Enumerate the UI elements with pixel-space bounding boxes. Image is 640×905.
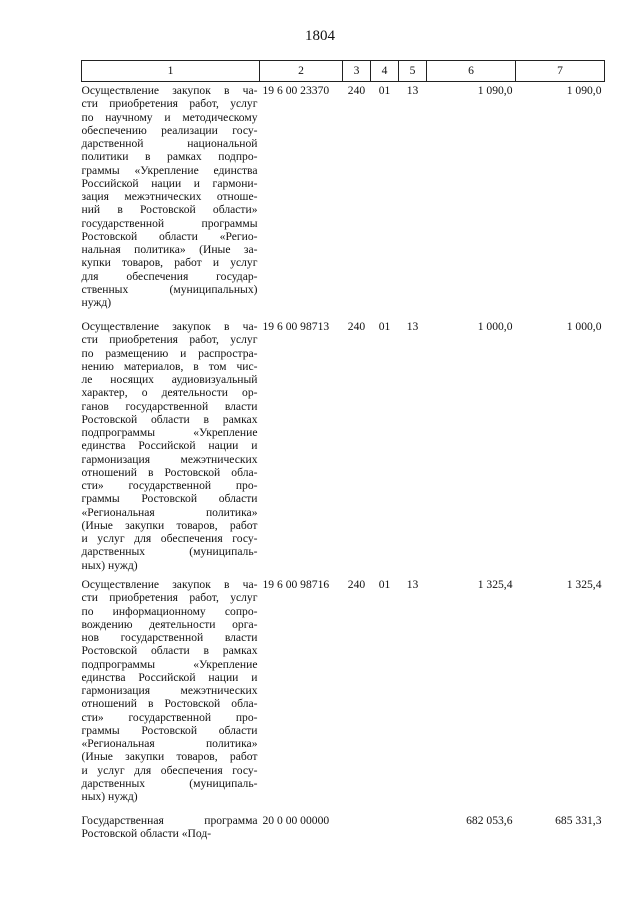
table-header-row [82, 61, 605, 82]
description-line: Осуществление закупок в ча- [81, 320, 258, 333]
column-header-6: 6 [427, 61, 516, 82]
description-line: сти приобретения работ, услуг [81, 97, 258, 111]
description-line: нению материалов, в том чис- [81, 359, 258, 373]
row-amount-6: 1 000,0 [477, 320, 513, 333]
description-line: вождению деятельности орга- [81, 617, 258, 631]
row-section [371, 814, 399, 854]
row-target-code: 19 6 00 98713 [262, 320, 330, 333]
description-line: характер, о деятельности ор- [81, 386, 258, 400]
description-line: Государственная программа [81, 814, 258, 827]
row-subsection: 13 [406, 578, 419, 591]
column-header-3: 3 [343, 61, 371, 82]
row-amount-7: 1 325,4 [566, 578, 602, 591]
description-line: (Иные закупки товаров, работ [81, 518, 258, 532]
description-line: единства Российской нации и [81, 439, 258, 453]
description-line: сти приобретения работ, услуг [81, 333, 258, 347]
column-header-1: 1 [82, 61, 260, 82]
column-header-4: 4 [371, 61, 399, 82]
row-expense-type: 240 [347, 84, 366, 97]
row-description [82, 320, 260, 578]
row-amount-7: 1 000,0 [566, 320, 602, 333]
description-line: дарственных (муниципаль- [81, 776, 258, 790]
column-header-7: 7 [516, 61, 605, 82]
description-line: купки товаров, работ и услуг [81, 256, 258, 270]
description-line: ганов государственной власти [81, 399, 258, 413]
description-line: «Региональная политика» [81, 505, 258, 519]
row-description [82, 814, 260, 854]
description-line: Ростовской области «Регио- [81, 229, 258, 243]
row-amount-6: 1 325,4 [477, 578, 513, 591]
description-line: дарственной национальной [81, 137, 258, 150]
description-line: и услуг для обеспечения госу- [81, 763, 258, 777]
row-subsection: 13 [406, 84, 419, 97]
row-section: 01 [378, 320, 391, 333]
table-row [82, 814, 605, 854]
description-line: Ростовской области в рамках [81, 644, 258, 658]
description-line: сти приобретения работ, услуг [81, 591, 258, 605]
description-line: Осуществление закупок в ча- [81, 578, 258, 591]
description-line: (Иные закупки товаров, работ [81, 750, 258, 764]
description-line: граммы Ростовской области [81, 723, 258, 737]
description-line: государственной программы [81, 216, 258, 230]
description-line: «Региональная политика» [81, 737, 258, 750]
description-line: ле носящих аудиовизуальный [81, 373, 258, 386]
description-line: граммы Ростовской области [81, 492, 258, 506]
row-description [82, 578, 260, 814]
description-line: нальная политика» (Иные за- [81, 243, 258, 256]
description-line: сти» государственной про- [81, 710, 258, 724]
row-expense-type: 240 [347, 578, 366, 591]
row-amount-6: 682 053,6 [466, 814, 513, 827]
description-line: дарственных (муниципаль- [81, 545, 258, 559]
row-expense-type: 240 [347, 320, 366, 333]
description-line: гармонизация межэтнических [81, 684, 258, 697]
description-line: нужд) [81, 296, 112, 309]
description-line: отношений в Ростовской обла- [81, 465, 258, 479]
description-line: ных) нужд) [81, 558, 138, 572]
row-expense-type [343, 814, 371, 854]
description-line: обеспечению реализации госу- [81, 123, 258, 137]
row-amount-7: 685 331,3 [555, 814, 602, 827]
description-line: нов государственной власти [81, 631, 258, 644]
row-amount-6: 1 090,0 [477, 84, 513, 97]
description-line: отношений в Ростовской обла- [81, 697, 258, 711]
row-subsection [399, 814, 427, 854]
description-line: сти» государственной про- [81, 479, 258, 492]
description-line: граммы «Укрепление единства [81, 163, 258, 177]
description-line: по информационному сопро- [81, 604, 258, 618]
description-line: по научному и методическому [81, 110, 258, 124]
description-line: Ростовской области в рамках [81, 412, 258, 426]
description-line: ний в Ростовской области» [81, 203, 258, 217]
row-target-code: 19 6 00 23370 [262, 84, 330, 97]
description-line: Российской нации и гармони- [81, 176, 258, 190]
description-line: подпрограммы «Укрепление [81, 426, 258, 439]
page-number: 1804 [305, 28, 335, 44]
row-amount-7: 1 090,0 [566, 84, 602, 97]
column-header-5: 5 [399, 61, 427, 82]
description-line: по размещению и распростра- [81, 346, 258, 360]
description-line: для обеспечения государ- [81, 269, 258, 283]
description-line: Осуществление закупок в ча- [81, 84, 258, 97]
description-line: политики в рамках подпро- [81, 150, 258, 164]
description-line: гармонизация межэтнических [81, 452, 258, 466]
row-section: 01 [378, 578, 391, 591]
row-target-code: 19 6 00 98716 [262, 578, 330, 591]
row-description [82, 82, 260, 321]
row-section: 01 [378, 84, 391, 97]
description-line: единства Российской нации и [81, 670, 258, 684]
description-line: зация межэтнических отноше- [81, 190, 258, 203]
table-row [82, 82, 605, 321]
column-header-2: 2 [260, 61, 343, 82]
row-target-code: 20 0 00 00000 [262, 814, 330, 827]
description-line: Ростовской области «Под- [81, 827, 212, 841]
description-line: ственных (муниципальных) [81, 282, 258, 296]
table-row [82, 320, 605, 578]
description-line: и услуг для обеспечения госу- [81, 532, 258, 545]
row-subsection: 13 [406, 320, 419, 333]
budget-table [81, 60, 605, 854]
description-line: ных) нужд) [81, 790, 138, 803]
description-line: подпрограммы «Укрепление [81, 657, 258, 671]
table-row [82, 578, 605, 814]
